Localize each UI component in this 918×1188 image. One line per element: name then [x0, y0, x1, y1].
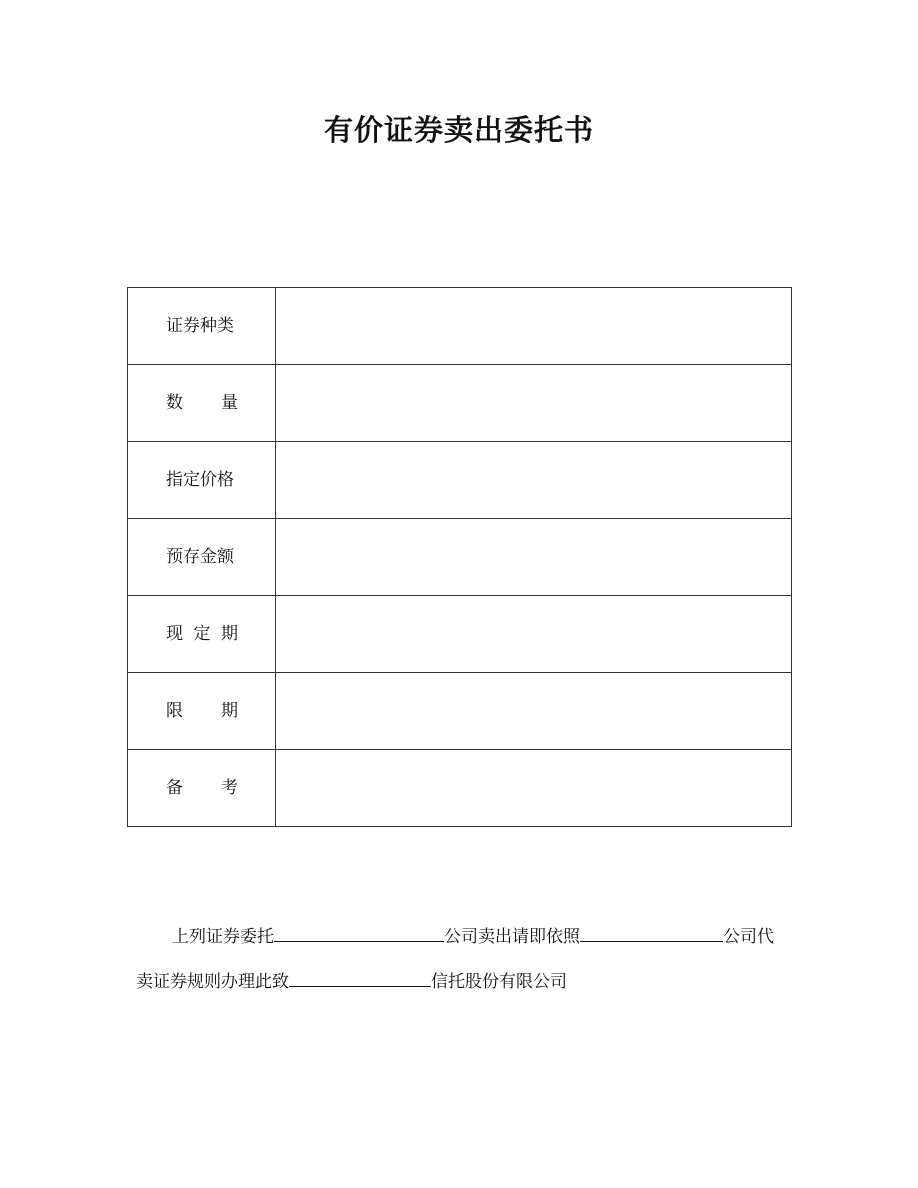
statement-line-2	[136, 968, 796, 994]
label-security-type: 证券种类	[166, 316, 234, 336]
statement-text: 公司代	[723, 927, 774, 947]
table-row-remarks	[128, 750, 792, 827]
fill-in-blank-trust-company[interactable]	[289, 968, 431, 987]
table-row-security-type	[128, 288, 792, 365]
label-cell	[128, 365, 276, 442]
label-char: 期	[221, 701, 238, 721]
label-current-term	[166, 622, 238, 646]
label-cell	[128, 673, 276, 750]
statement-line-1	[136, 923, 796, 949]
label-deposit-amount: 预存金额	[166, 547, 234, 567]
value-cell-quantity[interactable]	[276, 365, 792, 442]
label-char: 定	[193, 624, 211, 644]
table-row-quantity	[128, 365, 792, 442]
label-char: 期	[221, 624, 238, 644]
entrustment-form-table	[127, 287, 792, 827]
table-row-deposit-amount	[128, 519, 792, 596]
value-cell-specified-price[interactable]	[276, 442, 792, 519]
label-time-limit	[166, 699, 238, 723]
value-cell-time-limit[interactable]	[276, 673, 792, 750]
label-char: 限	[166, 701, 183, 721]
label-char: 现	[166, 624, 183, 644]
label-cell	[128, 519, 276, 596]
label-cell	[128, 442, 276, 519]
value-cell-deposit-amount[interactable]	[276, 519, 792, 596]
fill-in-blank-agent-company[interactable]	[580, 923, 723, 942]
value-cell-current-term[interactable]	[276, 596, 792, 673]
statement-text: 信托股份有限公司	[431, 972, 567, 992]
label-quantity	[166, 391, 238, 415]
value-cell-security-type[interactable]	[276, 288, 792, 365]
label-char: 考	[221, 778, 238, 798]
table-row-specified-price	[128, 442, 792, 519]
table-row-time-limit	[128, 673, 792, 750]
label-cell	[128, 750, 276, 827]
label-cell	[128, 596, 276, 673]
statement-text: 上列证券委托	[172, 927, 274, 947]
label-char: 数	[166, 393, 183, 413]
label-char: 备	[166, 778, 183, 798]
label-cell	[128, 288, 276, 365]
table-row-current-term	[128, 596, 792, 673]
value-cell-remarks[interactable]	[276, 750, 792, 827]
statement-text: 公司卖出请即依照	[444, 927, 580, 947]
statement-text: 卖证券规则办理此致	[136, 972, 289, 992]
label-char: 量	[221, 393, 238, 413]
label-remarks	[166, 776, 238, 800]
document-title: 有价证券卖出委托书	[323, 113, 594, 147]
fill-in-blank-company[interactable]	[274, 923, 444, 942]
label-specified-price: 指定价格	[166, 470, 234, 490]
